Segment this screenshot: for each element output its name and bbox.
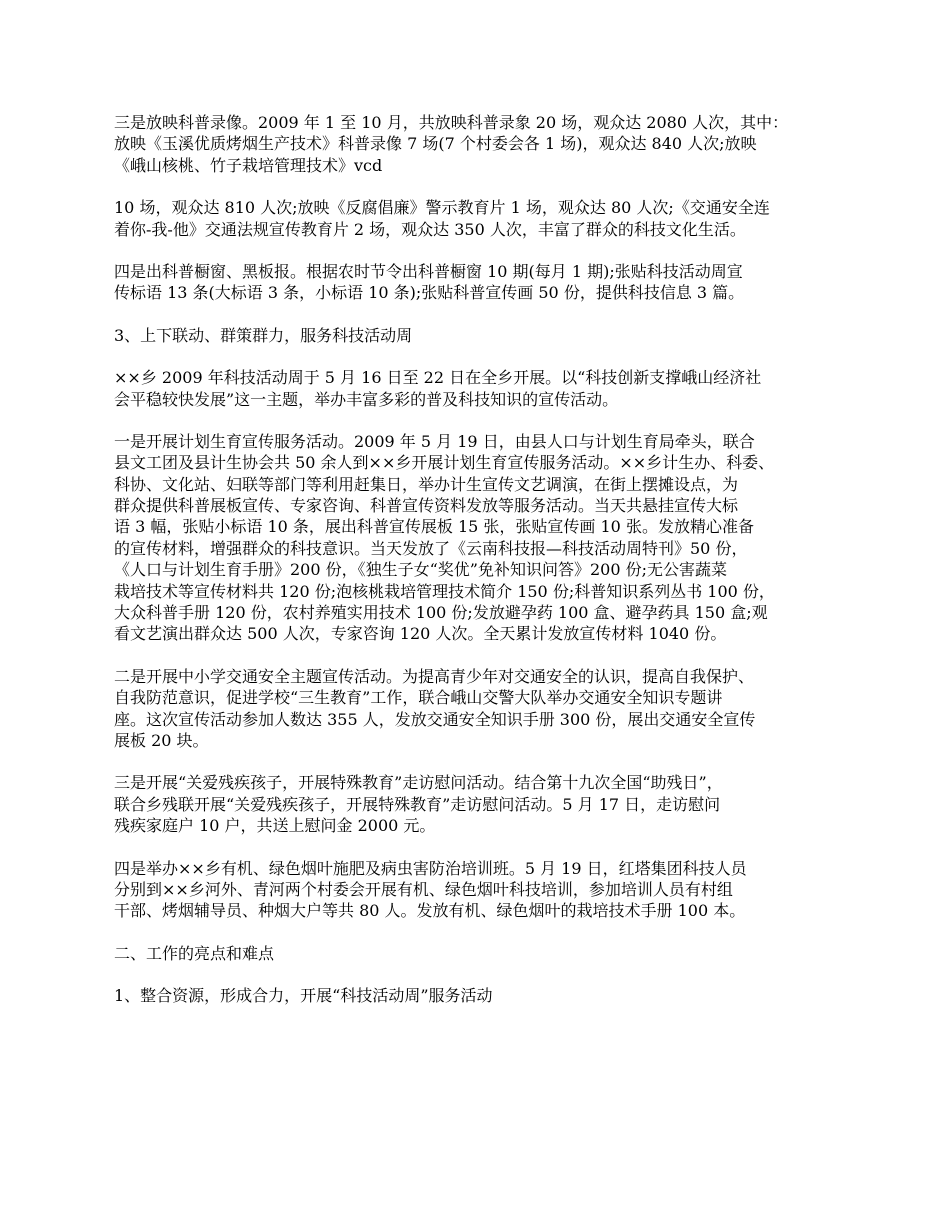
text-line: 三是放映科普录像。2009 年 1 至 10 月，共放映科普录象 20 场，观众达 2080 人次，其中：: [114, 113, 789, 132]
text-line: 的宣传材料，增强群众的科技意识。当天发放了《云南科技报—科技活动周特刊》50 份，: [114, 538, 748, 558]
paragraph-screening-continued: [114, 197, 852, 240]
heading-line: 1、整合资源，形成合力，开展“科技活动周”服务活动: [114, 986, 493, 1006]
text-line: 看文艺演出群众达 500 人次，专家咨询 120 人次。全天累计发放宣传材料 1040 份。: [114, 624, 727, 644]
text-line: 干部、烤烟辅导员、种烟大户等共 80 人。发放有机、绿色烟叶的栽培技术手册 100 本。: [114, 901, 746, 921]
heading-line: 二、工作的亮点和难点: [114, 943, 275, 963]
text-line: 群众提供科普展板宣传、专家咨询、科普宣传资料发放等服务活动。当天共悬挂宣传大标: [114, 496, 739, 516]
text-line: 一是开展计划生育宣传服务活动。2009 年 5 月 19 日，由县人口与计划生育局牵头，联合: [114, 431, 755, 451]
text-line: 语 3 幅，张贴小标语 10 条，展出科普宣传展板 15 张，张贴宣传画 10 张。发放精心准备: [114, 517, 754, 537]
heading-line: 3、上下联动、群策群力，服务科技活动周: [114, 325, 413, 345]
text-line: 县文工团及县计生协会共 50 余人到××乡开展计划生育宣传服务活动。××乡计生办、科委、: [114, 453, 775, 473]
text-line: 科协、文化站、妇联等部门等利用赶集日，举办计生宣传文艺调演，在街上摆摊设点，为: [114, 474, 739, 494]
text-line: 《峨山核桃、竹子栽培管理技术》vcd: [114, 155, 383, 175]
paragraph-science-week-intro: [114, 367, 852, 410]
text-line: 栽培技术等宣传材料共 120 份;泡核桃栽培管理技术简介 150 份;科普知识系列丛书 100 份，: [114, 581, 775, 601]
text-line: 大众科普手册 120 份，农村养殖实用技术 100 份;发放避孕药 100 盒、避孕药具 150 盒;观: [114, 603, 768, 623]
text-line: 三是开展“关爱残疾孩子，开展特殊教育”走访慰问活动。结合第十九次全国“助残日”，: [114, 773, 723, 793]
text-line: 会平稳较快发展”这一主题，举办丰富多彩的普及科技知识的宣传活动。: [114, 389, 619, 409]
paragraph-traffic-safety: [114, 666, 852, 752]
text-line: 分别到××乡河外、青河两个村委会开展有机、绿色烟叶科技培训，参加培训人员有村组: [114, 879, 733, 899]
text-line: ××乡 2009 年科技活动周于 5 月 16 日至 22 日在全乡开展。以“科技创新支撑峨山经济社: [114, 368, 762, 388]
subsection-heading-1: [114, 985, 852, 1006]
paragraph-showcase-blackboard: [114, 261, 852, 304]
text-line: 四是出科普橱窗、黑板报。根据农时节令出科普橱窗 10 期(每月 1 期);张贴科技活动周宣: [114, 261, 743, 281]
text-line: 放映《玉溪优质烤烟生产技术》科普录像 7 场(7 个村委会各 1 场)，观众达 840 人次;放映: [114, 134, 757, 154]
text-line: 残疾家庭户 10 户，共送上慰问金 2000 元。: [114, 816, 436, 836]
text-line: 10 场，观众达 810 人次;放映《反腐倡廉》警示教育片 1 场，观众达 80 人次;《交通安全连: [114, 198, 770, 218]
text-line: 联合乡残联开展“关爱残疾孩子，开展特殊教育”走访慰问活动。5 月 17 日，走访慰问: [114, 794, 721, 814]
text-line: 二是开展中小学交通安全主题宣传活动。为提高青少年对交通安全的认识，提高自我保护、: [114, 666, 755, 686]
text-line: 传标语 13 条(大标语 3 条，小标语 10 条);张贴科普宣传画 50 份，提供科技信息 3 篇。: [114, 283, 745, 303]
document-body: [114, 112, 852, 1007]
paragraph-screening-videos: [114, 112, 852, 176]
text-line: 四是举办××乡有机、绿色烟叶施肥及病虫害防治培训班。5 月 19 日，红塔集团科技人员: [114, 858, 747, 878]
paragraph-family-planning: [114, 431, 852, 645]
section-heading-3: [114, 325, 852, 346]
text-line: 《人口与计划生育手册》200 份，《独生子女“奖优”免补知识问答》200 份;无公害蔬菜: [114, 560, 728, 580]
paragraph-tobacco-training: [114, 858, 852, 922]
text-line: 展板 20 块。: [114, 730, 209, 750]
text-line: 着你-我-他》交通法规宣传教育片 2 场，观众达 350 人次，丰富了群众的科技文化生活。: [114, 219, 746, 239]
section-heading-2: [114, 943, 852, 964]
text-line: 座。这次宣传活动参加人数达 355 人，发放交通安全知识手册 300 份，展出交通安全宣传: [114, 709, 756, 729]
text-line: 自我防范意识，促进学校“三生教育”工作，联合峨山交警大队举办交通安全知识专题讲: [114, 688, 723, 708]
paragraph-disabled-children: [114, 772, 852, 836]
